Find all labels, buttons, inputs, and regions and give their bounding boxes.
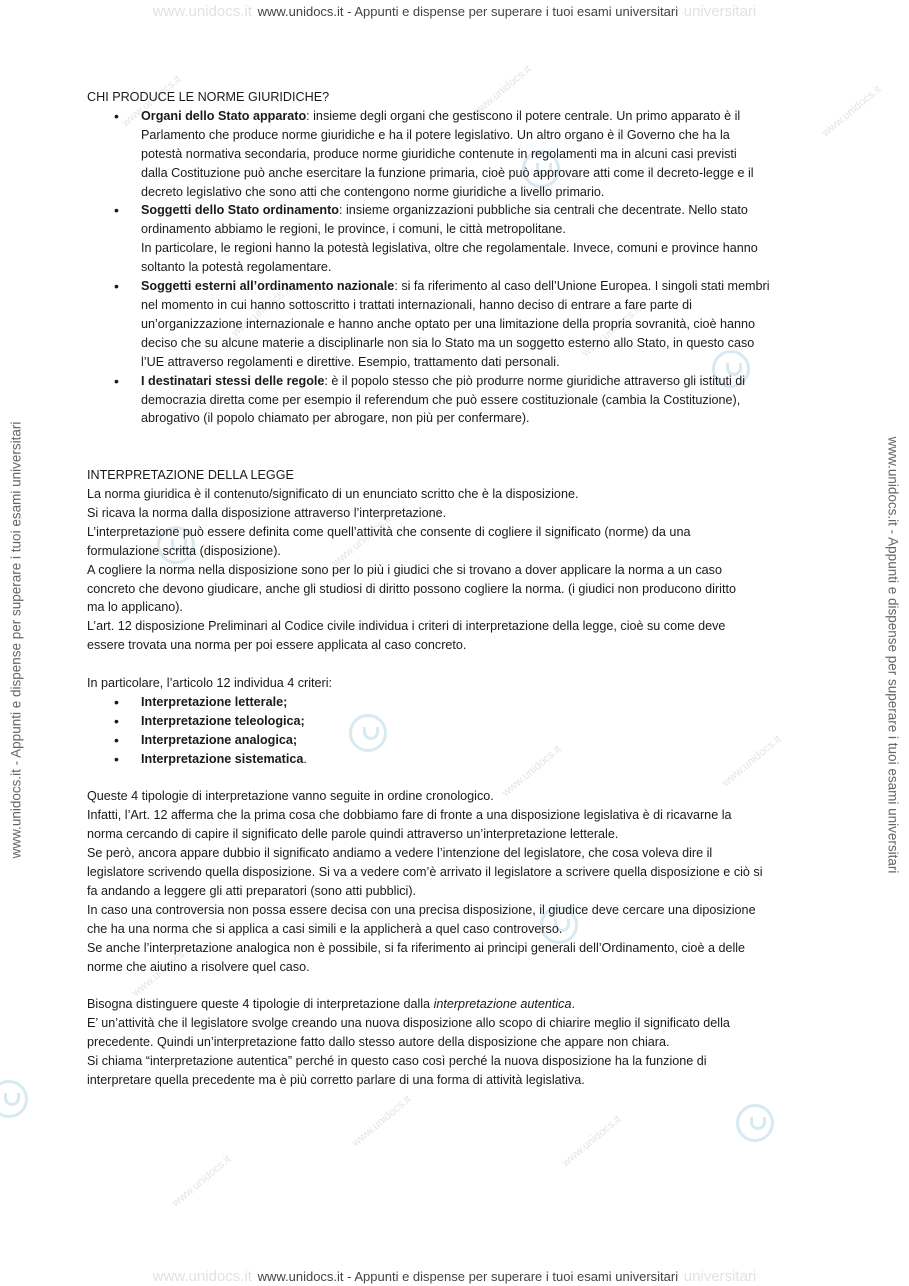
diagonal-watermark: www.unidocs.it: [820, 83, 884, 140]
footer-text: www.unidocs.it - Appunti e dispense per superare i tuoi esami universitari: [257, 1269, 679, 1284]
document-body: [87, 88, 827, 1090]
list-item: • Organi dello Stato apparato: insieme degli organi che gestiscono il potere centrale. Un primo apparato è il Parlamento che produce norme giuridiche e ha il potere legislativo. Un altro organo è il Governo che ha la potestà normativa secondaria, produce norme giuridiche contenute in regolamenti ma in alcuni casi previsti dalla Costituzione può anche esercitare la funzione primaria, cioè può approvare atti come il decreto-legge e il decreto legislativo che sono atti che contengono norme giuridiche a livello primario.: [87, 107, 827, 202]
list-item: • I destinatari stessi delle regole: è il popolo stesso che piò produrre norme giuridiche attraverso gli istituti di democrazia diretta come per esempio il referendum che può essere costituzionale (cambia la Costituzione), abrogativo (il popolo chiamato per abrogare, non più per confermare).: [87, 372, 827, 429]
criteria-intro: In particolare, l’articolo 12 individua 4 criteri:: [87, 676, 332, 691]
bullet-term: Soggetti esterni all’ordinamento nazionale: [141, 279, 395, 294]
diagonal-watermark: www.unidocs.it: [470, 63, 534, 120]
list-item: • Interpretazione letterale;: [87, 693, 827, 712]
header-ghost-right: universitari: [683, 3, 757, 20]
diagonal-watermark: www.unidocs.it: [330, 513, 394, 570]
unidocs-logo-icon: [736, 1104, 774, 1142]
header-ghost-left: www.unidocs.it: [152, 3, 252, 20]
page-header-watermark: [0, 3, 909, 20]
bullet-term: Soggetti dello Stato ordinamento: [141, 203, 340, 218]
producers-list: [87, 107, 827, 428]
list-item: • Interpretazione teleologica;: [87, 712, 827, 731]
section-title-producers: CHI PRODUCE LE NORME GIURIDICHE?: [87, 90, 330, 104]
diagonal-watermark: www.unidocs.it: [170, 1153, 234, 1210]
left-side-text: www.unidocs.it - Appunti e dispense per superare i tuoi esami universitari: [8, 421, 24, 859]
diagonal-watermark: www.unidocs.it: [500, 743, 564, 800]
diagonal-watermark: www.unidocs.it: [560, 1113, 624, 1170]
diagonal-watermark: www.unidocs.it: [580, 303, 644, 360]
list-item: • Interpretazione analogica;: [87, 731, 827, 750]
bullet-term: Organi dello Stato apparato: [141, 108, 307, 123]
header-text: www.unidocs.it - Appunti e dispense per superare i tuoi esami universitari: [257, 4, 679, 19]
diagonal-watermark: www.unidocs.it: [120, 73, 184, 130]
unidocs-logo-icon: [0, 1080, 28, 1118]
list-item: • Interpretazione sistematica.: [87, 750, 827, 769]
page-footer-watermark: [0, 1268, 909, 1285]
paragraph: Queste 4 tipologie di interpretazione vanno seguite in ordine cronologico. Infatti, l’Art. 12 afferma che la prima cosa che dobbiamo fare di fronte a una disposizione legislativa è di ricavarne la norma cercando di capire il significato delle parole quindi attraverso un’interpretazione letterale. Se però, ancora appare dubbio il significato andiamo a vedere l’intenzione del legislatore, che cosa voleva dire il legislatore scrivendo quella disposizione. Si va a vedere com’è arrivato il legislatore a scrivere quella disposizione e ciò si fa andando a leggere gli atti preparatori (sono atti pubblici). In caso una controversia non possa essere decisa con una precisa disposizione, il giudice deve cercare una diposizione che ha una norma che si applica a casi simili e la applicherà a quel caso controverso. Se anche l’interpretazione analogica non è possibile, si fa riferimento ai principi generali dell’Ordinamento, cioè a delle norme che aiutino a risolvere quel caso.: [87, 789, 763, 974]
italic-term: interpretazione autentica: [433, 997, 572, 1012]
footer-ghost-left: www.unidocs.it: [152, 1268, 252, 1285]
criteria-list: [87, 693, 827, 769]
bullet-term: I destinatari stessi delle regole: [141, 373, 325, 388]
footer-ghost-right: universitari: [683, 1268, 757, 1285]
section-title-interpretation: INTERPRETAZIONE DELLA LEGGE: [87, 468, 294, 483]
diagonal-watermark: www.unidocs.it: [130, 943, 194, 1000]
diagonal-watermark: www.unidocs.it: [720, 733, 784, 790]
list-item: • Soggetti esterni all’ordinamento nazionale: si fa riferimento al caso dell’Unione Europea. I singoli stati membri nel momento in cui hanno sottoscritto i trattati internazionali, hanno deciso di entrare a fare parte di un’organizzazione internazionale e hanno anche optato per una limitazione della propria sovranità, cioè hanno deciso che su alcune materie a disciplinarle non sia lo Stato ma un soggetto esterno allo Stato, in questo caso l’UE attraverso regolamenti e direttive. Esempio, trattamento dati personali.: [87, 277, 827, 372]
diagonal-watermark: www.unidocs.it: [230, 283, 294, 340]
list-item: • Soggetti dello Stato ordinamento: insieme organizzazioni pubbliche sia centrali che decentrate. Nello stato ordinamento abbiamo le regioni, le province, i comuni, le città metropolitane. In particolare, le regioni hanno la potestà legislativa, oltre che regolamentale. Invece, comuni e province hanno soltanto la potestà regolamentare.: [87, 201, 827, 277]
paragraph: La norma giuridica è il contenuto/significato di un enunciato scritto che è la disposizione. Si ricava la norma dalla disposizione attraverso l’interpretazione. L’interpretazione può essere definita come quell’attività che consente di cogliere il significato (norme) da una formulazione scritta (disposizione). A cogliere la norma nella disposizione sono per lo più i giudici che si trovano a dover applicare la norma a un caso concreto che devono giudicare, anche gli studiosi di diritto possono cogliere la norma. (i giudici non producono diritto ma lo applicano). L’art. 12 disposizione Preliminari al Codice civile individua i criteri di interpretazione della legge, cioè su come deve essere trovata una norma per poi essere applicata al caso concreto.: [87, 487, 736, 653]
right-side-text: www.unidocs.it - Appunti e dispense per superare i tuoi esami universitari: [885, 436, 901, 874]
diagonal-watermark: www.unidocs.it: [350, 1093, 414, 1150]
paragraph: Bisogna distinguere queste 4 tipologie di interpretazione dalla interpretazione autentica. E’ un’attività che il legislatore svolge creando una nuova disposizione allo scopo di chiarire meglio il significato della precedente. Quindi un’interpretazione fatto dallo stesso autore della disposizione che appare non chiara. Si chiama “interpretazione autentica” perché in questo caso così perché la nuova disposizione ha la funzione di interpretare quella precedente ma è più corretto parlare di una forma di attività legislativa.: [87, 997, 730, 1088]
